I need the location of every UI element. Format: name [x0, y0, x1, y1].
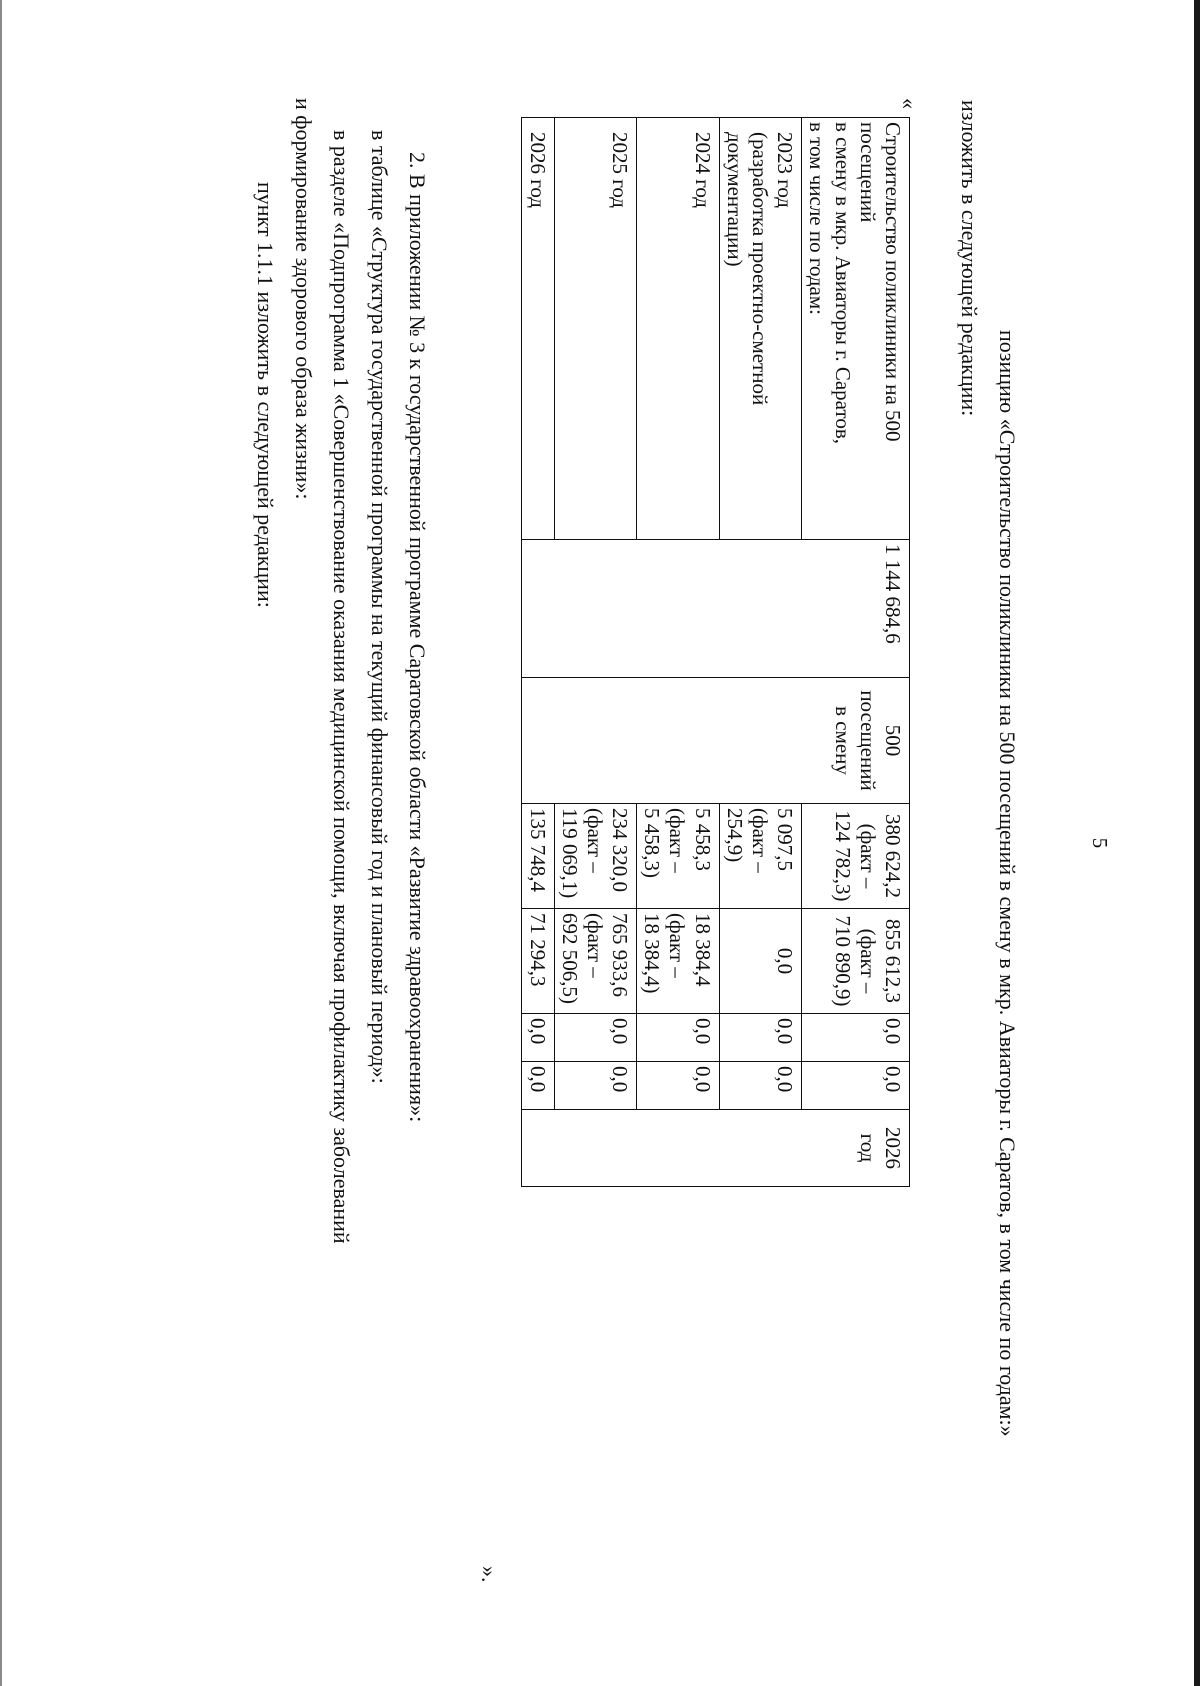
row-amount-4-cell: 0,0 [522, 1062, 554, 1110]
row-name-cell: 2025 год [554, 118, 637, 540]
paragraph-subprogram-1: в разделе «Подпрограмма 1 «Совершенствование оказания медицинской помощи, включая профилактику заболеваний [329, 130, 354, 1244]
paragraph-item-1-1-1: пункт 1.1.1 изложить в следующей редакции: [253, 182, 278, 608]
row-amount-1-cell: 5 097,5 (факт – 254,9) [719, 804, 802, 909]
position-table [521, 117, 910, 1187]
row-name-cell: 2026 год [522, 118, 554, 540]
closing-quote: ». [477, 1566, 502, 1583]
row-amount-4-cell: 0,0 [554, 1062, 637, 1110]
amount-1-cell: 380 624,2 (факт – 124 782,3) [802, 804, 910, 909]
row-amount-3-cell: 0,0 [719, 1014, 802, 1062]
paragraph-subprogram-1-cont: и формирование здорового образа жизни»: [291, 98, 316, 500]
total-amount-cell: 1 144 684,6 [522, 540, 910, 678]
row-amount-2-cell: 765 933,6 (факт – 692 506,5) [554, 909, 637, 1014]
paragraph-appendix-3: 2. В приложении № 3 к государственной программе Саратовской области «Развитие здравоохранения»: [405, 152, 430, 1123]
row-amount-2-cell: 71 294,3 [522, 909, 554, 1014]
row-amount-2-cell: 18 384,4 (факт – 18 384,4) [637, 909, 720, 1014]
opening-quote: « [897, 98, 922, 109]
amount-2-cell: 855 612,3 (факт – 710 890,9) [802, 909, 910, 1014]
row-name-cell: 2023 год (разработка проектно-сметной документации) [719, 118, 802, 540]
row-amount-3-cell: 0,0 [637, 1014, 720, 1062]
row-amount-3-cell: 0,0 [522, 1014, 554, 1062]
row-amount-1-cell: 135 748,4 [522, 804, 554, 909]
row-name-cell: 2024 год [637, 118, 720, 540]
amount-3-cell: 0,0 [802, 1014, 910, 1062]
row-amount-3-cell: 0,0 [554, 1014, 637, 1062]
row-amount-4-cell: 0,0 [637, 1062, 720, 1110]
intro-line-2: изложить в следующей редакции: [957, 100, 982, 417]
capacity-cell: 500 посещений в смену [522, 678, 910, 804]
position-name-cell: Строительство поликлиники на 500 посещений в смену в мкр. Авиаторы г. Саратов, в том числе по годам: [802, 118, 910, 540]
row-amount-1-cell: 234 320,0 (факт – 119 069,1) [554, 804, 637, 909]
amount-4-cell: 0,0 [802, 1062, 910, 1110]
table-row-main [802, 118, 910, 1187]
year-cell: 2026 год [522, 1110, 910, 1187]
row-amount-4-cell: 0,0 [719, 1062, 802, 1110]
paragraph-structure-table: в таблице «Структура государственной программы на текущий финансовый год и плановый период»: [367, 130, 392, 1084]
page-number: 5 [1088, 837, 1112, 849]
intro-line-1: позицию «Строительство поликлиники на 500 посещений в смену в мкр. Авиаторы г. Саратов, в том числе по годам:» [995, 330, 1020, 1437]
row-amount-1-cell: 5 458,3 (факт – 5 458,3) [637, 804, 720, 909]
row-amount-2-cell: 0,0 [719, 909, 802, 1014]
